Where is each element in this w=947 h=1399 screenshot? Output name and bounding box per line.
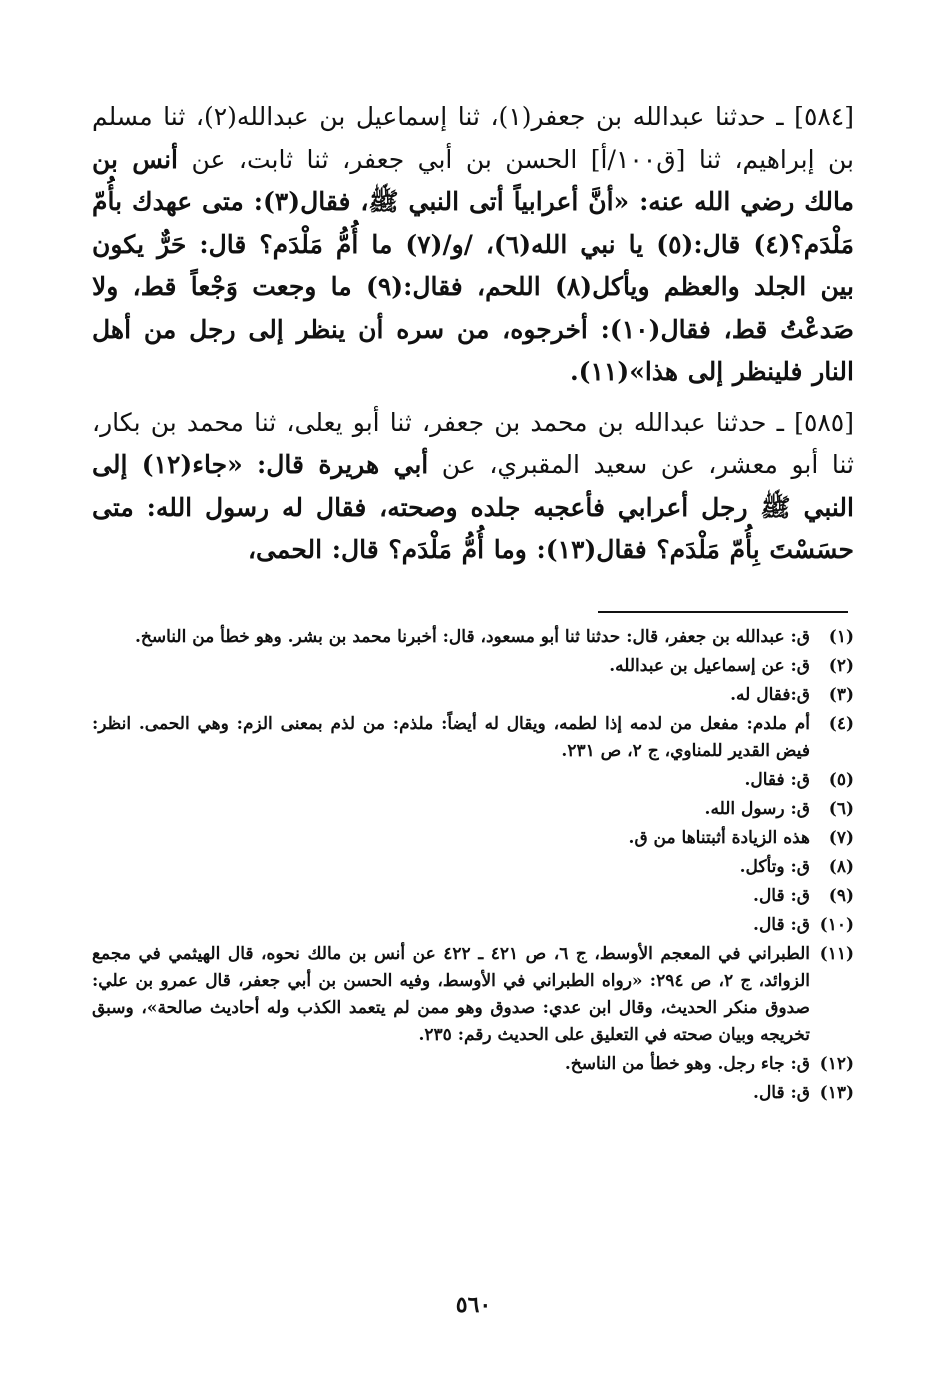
footnote-text: ق: قال. <box>753 915 810 935</box>
footnote-text: ق: رسول الله. <box>704 799 810 819</box>
footnote-number: (١٣) <box>819 1083 854 1103</box>
footnote-number: (٢) <box>828 656 854 676</box>
main-text <box>92 96 854 580</box>
footnote-number: (٩) <box>828 886 854 906</box>
footnote-4 <box>92 711 854 765</box>
footnote-text: ق: وتأكل. <box>739 857 810 877</box>
hadith-585-chain: [٥٨٥] ـ حدثنا عبدالله بن محمد بن جعفر، ثنا أبو يعلى، ثنا محمد بن بكار، ثنا أبو معشر، عن سعيد المقبري، عن <box>92 407 855 479</box>
footnote-number: (٤) <box>828 714 854 734</box>
footnote-text: ق: جاء رجل. وهو خطأ من الناسخ. <box>564 1054 810 1074</box>
footnote-number: (١١) <box>819 944 854 964</box>
footnote-2 <box>92 653 854 680</box>
footnote-13 <box>92 1080 854 1107</box>
footnote-text: هذه الزيادة أثبتناها من ق. <box>628 828 810 848</box>
footnote-number: (٦) <box>828 799 854 819</box>
footnotes-list <box>92 624 854 1109</box>
footnote-text: ق: عبدالله بن جعفر، قال: حدثنا ثنا أبو مسعود، قال: أخبرنا محمد بن بشر. وهو خطأ من الناسخ. <box>134 627 810 647</box>
footnote-number: (٣) <box>828 685 854 705</box>
footnote-number: (٧) <box>828 828 854 848</box>
footnote-text: الطبراني في المعجم الأوسط، ج ٦، ص ٤٢١ ـ ٤٢٢ عن أنس بن مالك نحوه، قال الهيثمي في مجمع الزوائد، ج ٢، ص ٢٩٤: «رواه الطبراني في الأوسط، وفيه الحسن بن أبي جعفر، قال عمرو بن علي: صدوق منكر الحديث، وقال ابن عدي: صدوق وهو ممن لم يتعمد الكذب وله أحاديث صالحة»، وسبق تخريجه وبيان صحته في التعليق على الحديث رقم: ٢٣٥. <box>92 944 810 1045</box>
footnote-7 <box>92 825 854 852</box>
footnote-1 <box>92 624 854 651</box>
footnote-divider <box>598 611 848 613</box>
hadith-584 <box>92 96 854 394</box>
footnote-8 <box>92 854 854 881</box>
footnote-number: (٥) <box>828 770 854 790</box>
footnote-5 <box>92 767 854 794</box>
hadith-584-text: أنس بن مالك رضي الله عنه: «أنَّ أعرابياً أتى النبي ﷺ، فقال(٣): متى عهدك بأُمّ مَلْدَم؟(٤) قال:(٥) يا نبي الله(٦)، /و/(٧) ما أُمُّ مَلْدَم؟ قال: حَرٌّ يكون بين الجلد والعظم ويأكل(٨) اللحم، فقال:(٩) ما وجعت وَجْعاً قط، ولا صَدعْتُ قط، فقال(١٠): أخرجوه، من سره أن ينظر إلى رجل من أهل النار فلينظر إلى هذا»(١١). <box>92 144 855 386</box>
footnote-11 <box>92 941 854 1049</box>
footnote-text: ق: قال. <box>753 1083 810 1103</box>
footnote-number: (١٠) <box>819 915 854 935</box>
footnote-number: (٨) <box>828 857 854 877</box>
page-number: ٥٦٠ <box>455 1292 492 1318</box>
footnote-number: (١) <box>828 627 854 647</box>
footnote-9 <box>92 883 854 910</box>
footnote-text: أم ملدم: مفعل من لدمه إذا لطمه، ويقال له أيضاً: ملذم: من لذم بمعنى الزم: وهي الحمى. انظر: فيض القدير للمناوي، ج ٢، ص ٢٣١. <box>92 714 810 761</box>
footnote-text: ق:فقال له. <box>730 685 810 705</box>
footnote-10 <box>92 912 854 939</box>
hadith-585 <box>92 402 854 572</box>
footnote-3 <box>92 682 854 709</box>
footnote-6 <box>92 796 854 823</box>
footnote-number: (١٢) <box>819 1054 854 1074</box>
footnote-text: ق: فقال. <box>744 770 810 790</box>
footnote-text: ق: عن إسماعيل بن عبدالله. <box>609 656 810 676</box>
hadith-584-chain: [٥٨٤] ـ حدثنا عبدالله بن جعفر(١)، ثنا إسماعيل بن عبدالله(٢)، ثنا مسلم بن إبراهيم، ثنا [ق١٠٠/أ] الحسن بن أبي جعفر، ثنا ثابت، عن <box>92 102 854 174</box>
footnote-text: ق: قال. <box>753 886 810 906</box>
hadith-585-text: أبي هريرة قال: «جاء(١٢) إلى النبي ﷺ رجل أعرابي فأعجبه جلده وصحته، فقال له رسول الله: متى حسَسْتَ بِأُمّ مَلْدَم؟ فقال(١٣): وما أُمُّ مَلْدَم؟ قال: الحمى، <box>92 450 854 564</box>
footnote-12 <box>92 1051 854 1078</box>
